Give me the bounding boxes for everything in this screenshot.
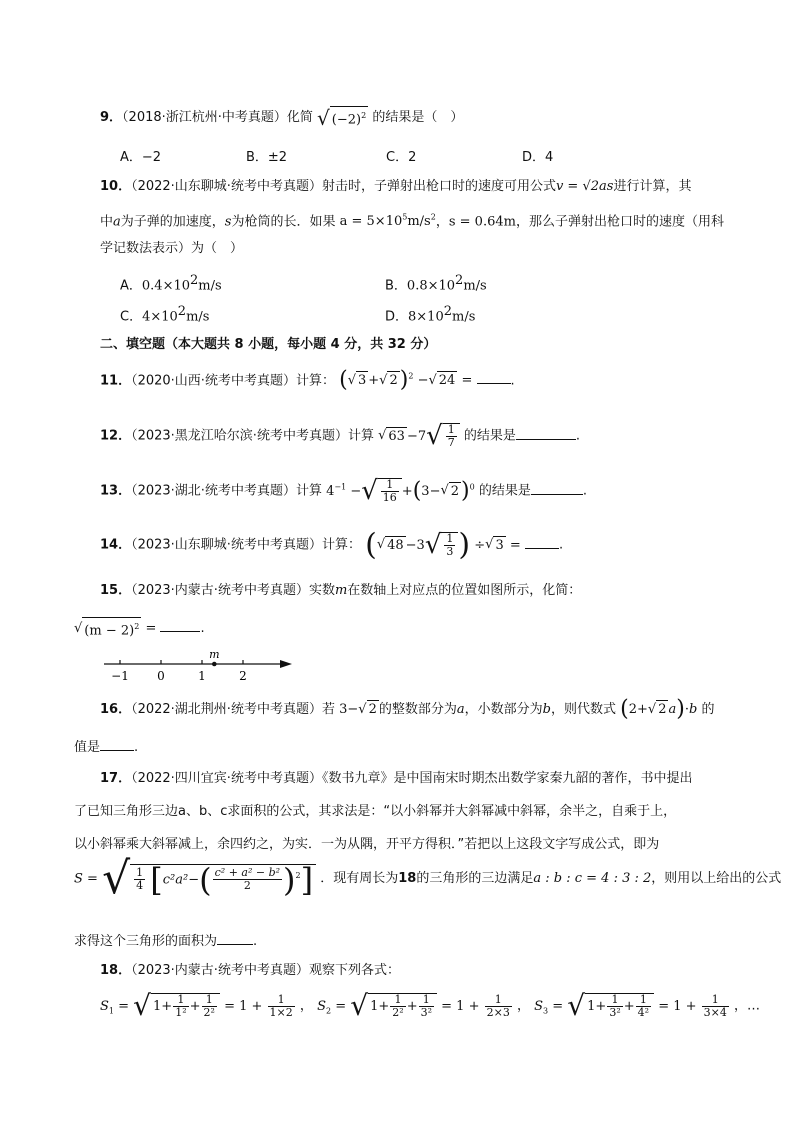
q17-line2: 了已知三角形三边a、b、c求面积的公式，其求法是：“以小斜幂并大斜幂减中斜幂，余半之，自乘于上， xyxy=(74,804,677,819)
q11-line: 11．（2020·山西·统考中考真题）计算： (√ 3 +√ 2)$^2$ −√ 24 = . xyxy=(100,367,515,393)
q10-option-a[interactable]: A．$0.4\times 10^2m/s$ xyxy=(120,273,222,294)
q10-line3: 学记数法表示）为（ ） xyxy=(100,241,244,256)
q15-number-line xyxy=(100,646,300,684)
number-line-arrow xyxy=(280,660,292,668)
q18-term-3: $S_3$ = √ 1+ $\frac{1}{\text{3²}}$ + $\frac{1}{\text{4²}}$ = 1 + $\frac{1}{3\times 4}$ xyxy=(534,989,727,1022)
q13-expression: $4^{-1}$ −√ $\frac{1}{16}$ +(3−√ 2)$^0$ xyxy=(326,476,475,506)
q9-tail: 的结果是（ ） xyxy=(372,110,464,126)
q18-line2: $S_1$ = √ 1+ $\frac{1}{\text{1²}}$ + $\frac{1}{\text{2²}}$ = 1 + $\frac{1}{1\times 2}$ ， $S_2$ = √ 1+ $\frac{1}{\text{2²}}$ + $\frac{1}{\text{3²}}$ = 1 + $\frac{1}{2\times 3}$ ， $S_3$ = √ 1+ $\frac{1}{\text{3²}}$ + $\frac{1}{\text{4²}}$ = 1 + $\frac{1}{3\times 4}$ ，… xyxy=(100,989,761,1022)
q17-answer-blank[interactable] xyxy=(217,930,253,945)
q10-formula: v = √2as xyxy=(555,179,614,194)
q17-formula: S = √ $\frac{1}{4}$ [c²a²−( $\frac{\text{c² + a² − b²}}{2}$ )$^2$] xyxy=(74,864,316,894)
q16-answer-blank[interactable] xyxy=(100,736,134,751)
number-line-tick-label: 2 xyxy=(239,669,247,683)
q17-line4: S = √ $\frac{1}{4}$ [c²a²−( $\frac{\text{c² + a² − b²}}{2}$ )$^2$] ．现有周长为18的三角形的三边满足a : b : c = 4 : 3 : 2，则用以上给出的公式 xyxy=(74,853,782,905)
number-line-tick-label: −1 xyxy=(111,669,129,683)
q10-a-value: $a = 5\times 10^5m/s^2$ xyxy=(339,213,436,230)
q13-line: 13．（2023·湖北·统考中考真题）计算 $4^{-1}$ −√ $\frac{1}{16}$ +(3−√ 2)$^0$ 的结果是 . xyxy=(100,476,588,506)
q17-line1: 17．（2022·四川宜宾·统考中考真题）《数书九章》是中国南宋时期杰出数学家秦九韶的著作，书中提出 xyxy=(100,771,693,786)
q15-line1: 15．（2023·内蒙古·统考中考真题）实数m在数轴上对应点的位置如图所示，化简： xyxy=(100,583,582,598)
q16-expression: (2+√ 2 a)·b xyxy=(620,696,698,722)
q18-term-1: $S_1$ = √ 1+ $\frac{1}{\text{1²}}$ + $\frac{1}{\text{2²}}$ = 1 + $\frac{1}{1\times 2}$ xyxy=(100,989,293,1022)
q12-answer-blank[interactable] xyxy=(516,425,576,440)
q11-expression: (√ 3 +√ 2)$^2$ −√ 24 = xyxy=(339,367,473,393)
q10-number: 10． xyxy=(100,179,132,194)
q15-expression: √ $(m - 2)^2$ = xyxy=(74,621,156,636)
q13-answer-blank[interactable] xyxy=(531,480,583,495)
q10-option-d[interactable]: D．$8\times 10^2m/s$ xyxy=(385,304,476,325)
section-2-heading: 二、填空题（本大题共 8 小题，每小题 4 分，共 32 分） xyxy=(100,337,437,352)
q12-expression: √ 63 −7√ $\frac{1}{7}$ xyxy=(378,429,464,444)
q17-line3: 以小斜幂乘大斜幂减上，余四约之，为实．一为从隅，开平方得积．”若把以上这段文字写成公式，即为 xyxy=(74,837,660,852)
q10-option-b[interactable]: B．$0.8\times 10^2m/s$ xyxy=(385,273,487,294)
q9-radical: √ $(-2)^2$ xyxy=(317,105,367,130)
number-line-tick-label: 1 xyxy=(198,669,206,683)
q11-answer-blank[interactable] xyxy=(477,369,511,384)
q9-option-a[interactable]: A．−2 xyxy=(120,150,162,165)
q10-line1: 10．（2022·山东聊城·统考中考真题）射击时，子弹射出枪口时的速度可用公式v = √2as进行计算，其 xyxy=(100,179,692,194)
q14-expression: (√ 48 −3√ $\frac{1}{3}$ ) ÷√ 3 = xyxy=(365,527,521,562)
q15-line2: √ $(m - 2)^2$ = . xyxy=(74,617,205,640)
q17-line5: 求得这个三角形的面积为 . xyxy=(74,930,257,951)
number-line-label-m: m xyxy=(209,648,220,661)
q9-line xyxy=(100,106,463,129)
q15-answer-blank[interactable] xyxy=(160,617,200,632)
q18-line1: 18．（2023·内蒙古·统考中考真题）观察下列各式： xyxy=(100,963,400,978)
q10-line2: 中a为子弹的加速度，s为枪筒的长．如果 $a = 5\times 10^5m/s^2$，s = 0.64m，那么子弹射出枪口时的速度（用科 xyxy=(100,213,724,230)
q16-line2: 值是 . xyxy=(74,736,138,757)
number-line-tick-label: 0 xyxy=(157,669,165,683)
q14-line: 14．（2023·山东聊城·统考中考真题）计算： (√ 48 −3√ $\frac{1}{3}$ ) ÷√ 3 = . xyxy=(100,527,564,562)
number-line-point-m xyxy=(212,662,217,667)
q18-term-2: $S_2$ = √ 1+ $\frac{1}{\text{2²}}$ + $\frac{1}{\text{3²}}$ = 1 + $\frac{1}{2\times 3}$ xyxy=(317,989,510,1022)
q10-option-c[interactable]: C．$4\times 10^2m/s$ xyxy=(120,304,210,325)
q14-answer-blank[interactable] xyxy=(525,534,559,549)
q10-s-value: s = 0.64m xyxy=(448,214,516,230)
q9-option-d[interactable]: D．4 xyxy=(522,150,554,165)
q9-option-b[interactable]: B．±2 xyxy=(246,150,288,165)
q9-option-c[interactable]: C．2 xyxy=(386,150,417,165)
q9-number: 9． xyxy=(100,110,123,126)
q16-line1: 16．（2022·湖北荆州·统考中考真题）若 3−√ 2 的整数部分为a，小数部分为b，则代数式 (2+√ 2 a)·b 的 xyxy=(100,696,715,722)
q9-source: （2018·浙江杭州·中考真题）化简 xyxy=(122,110,313,126)
q12-line: 12．（2023·黑龙江哈尔滨·统考中考真题）计算 √ 63 −7√ $\frac{1}{7}$ 的结果是 . xyxy=(100,421,580,451)
